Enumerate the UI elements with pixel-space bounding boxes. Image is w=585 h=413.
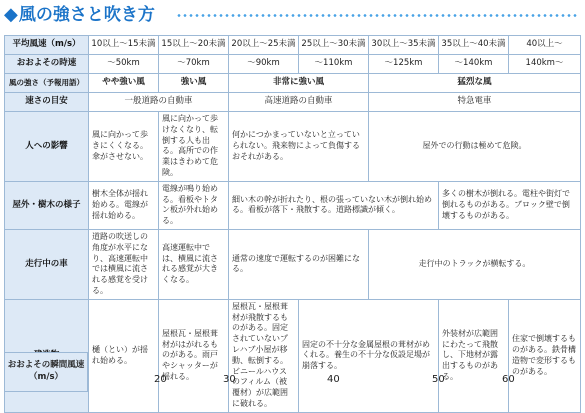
car-value: 道路の吹送しの角度が水平になり、高速運転中では横風に流される感覚を受ける。: [89, 229, 159, 299]
people-value: 風に向かって歩けなくなり、転倒する人も出る。高所での作業はきわめて危険。: [159, 112, 229, 182]
axis-tick: 40: [327, 374, 340, 385]
strength-value: やや強い風: [89, 74, 159, 93]
title-dots: [176, 14, 578, 17]
car-label: 走行中の車: [5, 229, 89, 299]
title-text: 風の強さと吹き方: [18, 5, 155, 25]
axis-tick: 30: [223, 374, 236, 385]
trees-value: 電線が鳴り始める。看板やトタン板が外れ始める。: [159, 181, 229, 229]
speed-range: 15以上～20未満: [159, 36, 229, 55]
gust-row: [5, 55, 581, 74]
building-value: 住家で倒壊するものがある。鉄骨構造物で変形するものがある。: [509, 299, 581, 412]
strength-row: [5, 74, 581, 93]
gust-value: 140km～: [509, 55, 581, 74]
gust-value: ～125km: [369, 55, 439, 74]
gust-value: ～140km: [439, 55, 509, 74]
speed-guide-value: 一般道路の自動車: [89, 93, 229, 112]
wind-table: [4, 35, 581, 413]
building-value: 外装材が広範囲にわたって飛散し、下地材が露出するものがある。: [439, 299, 509, 412]
gust-value: ～90km: [229, 55, 299, 74]
trees-row: [5, 181, 581, 229]
speed-range: 10以上～15未満: [89, 36, 159, 55]
trees-value: 樹木全体が揺れ始める。電線が揺れ始める。: [89, 181, 159, 229]
speed-guide-row: [5, 93, 581, 112]
people-row: [5, 112, 581, 182]
trees-value: 細い木の幹が折れたり、根の張っていない木が倒れ始める。看板が落下・飛散する。道路標識が傾く。: [229, 181, 439, 229]
car-value: 通常の速度で運転するのが困難になる。: [229, 229, 369, 299]
speed-range: 35以上～40未満: [439, 36, 509, 55]
strength-label: 風の強さ（予報用語）: [5, 74, 89, 93]
diamond-icon: ◆: [4, 4, 18, 25]
footer-label: おおよその瞬間風速（m/s）: [4, 352, 88, 392]
car-value: 高速運転中では、横風に流される感覚が大きくなる。: [159, 229, 229, 299]
gust-value: ～110km: [299, 55, 369, 74]
people-label: 人への影響: [5, 112, 89, 182]
building-value: 固定の不十分な金属屋根の葺材がめくれる。養生の不十分な仮設足場が崩落する。: [299, 299, 439, 412]
speed-guide-value: 特急電車: [369, 93, 581, 112]
page-title: [4, 4, 155, 26]
axis-tick: 50: [432, 374, 445, 385]
car-row: [5, 229, 581, 299]
building-value: 屋根瓦・屋根葺材が飛散するものがある。固定されていないプレハブ小屋が移動、転倒する。ビニールハウスのフィルム（被覆材）が広範囲に破れる。: [229, 299, 299, 412]
strength-value: 強い風: [159, 74, 229, 93]
speed-guide-value: 高速道路の自動車: [229, 93, 369, 112]
building-value: 屋根瓦・屋根葺材がはがれるものがある。雨戸やシャッターが揺れる。: [159, 299, 229, 412]
speed-range: 20以上～25未満: [229, 36, 299, 55]
people-value: 風に向かって歩きにくくなる。傘がさせない。: [89, 112, 159, 182]
building-row: [5, 299, 581, 412]
speed-range: 30以上～35未満: [369, 36, 439, 55]
speed-range: 25以上～30未満: [299, 36, 369, 55]
trees-label: 屋外・樹木の様子: [5, 181, 89, 229]
gust-value: ～70km: [159, 55, 229, 74]
strength-value: 非常に強い風: [229, 74, 369, 93]
people-value: 屋外での行動は極めて危険。: [369, 112, 581, 182]
building-value: 樋（とい）が揺れ始める。: [89, 299, 159, 412]
car-value: 走行中のトラックが横転する。: [369, 229, 581, 299]
gust-label: おおよその時速: [5, 55, 89, 74]
axis-tick: 60: [502, 374, 515, 385]
speed-label: 平均風速（m/s）: [5, 36, 89, 55]
speed-guide-label: 速さの目安: [5, 93, 89, 112]
strength-value: 猛烈な風: [369, 74, 581, 93]
speed-row: [5, 36, 581, 55]
people-value: 何かにつかまっていないと立っていられない。飛来物によって負傷するおそれがある。: [229, 112, 369, 182]
gust-value: ～50km: [89, 55, 159, 74]
speed-range: 40以上～: [509, 36, 581, 55]
axis-tick: 20: [154, 374, 167, 385]
trees-value: 多くの樹木が倒れる。電柱や街灯で倒れるものがある。ブロック壁で倒壊するものがある。: [439, 181, 581, 229]
